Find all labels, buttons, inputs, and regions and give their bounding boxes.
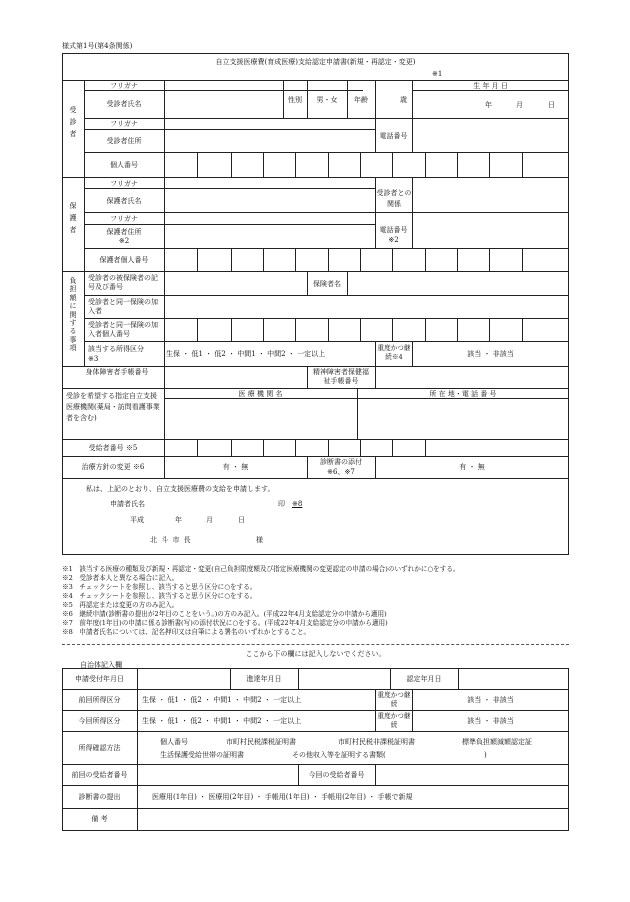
confirm-other-docs-close: ): [484, 751, 487, 759]
guardian-address-mark: ※2: [118, 237, 130, 245]
confirm-nontax-cert: 市町村民税非課税証明書: [338, 738, 415, 746]
treatment-plan-change-options[interactable]: 有 ・ 無: [222, 463, 249, 471]
note-3: ※3 チェックシートを参照し、該当すると思う区分に○をする。: [62, 583, 257, 591]
confirm-tax-cert: 市町村民税課税証明書: [226, 738, 296, 746]
confirm-mynumber: 個人番号: [160, 738, 188, 746]
note-4: ※4 チェックシートを参照し、該当すると思う区分に○をする。: [62, 592, 257, 600]
office-prev-income-options[interactable]: 生保 ・ 低1 ・ 低2 ・ 中間1 ・ 中間2 ・ 一定以上: [142, 696, 302, 704]
office-diag-submit-options[interactable]: 医療用(1年目) ・ 医療用(2年目) ・ 手帳用(1年目) ・ 手帳用(2年目) ・ 手帳で新規: [152, 793, 413, 801]
recipient-mynumber-label: 個人番号: [110, 161, 138, 169]
guardian-name-label: 保護者氏名: [106, 197, 142, 205]
mayor-title: 北 斗 市 長: [150, 536, 192, 544]
office-forwarded-label: 進達年月日: [246, 675, 282, 683]
office-cur-severe-label: 重度かつ継続: [377, 712, 411, 729]
recipient-furigana-label: フリガナ: [110, 82, 138, 90]
form-number: 様式第1号(第4条関係): [62, 42, 133, 50]
date-day-unit: 日: [238, 516, 245, 524]
office-prev-severe-options[interactable]: 該当 ・ 非該当: [467, 696, 514, 704]
declaration-text: 私は、上記のとおり、自立支援医療費の支給を申請します。: [86, 485, 275, 493]
date-month-unit: 月: [206, 516, 213, 524]
title-note-mark: ※1: [432, 70, 443, 78]
note-6: ※6 継続申請(診断書の提出が2年目のことをいう。)の方のみ記入。(平成22年4月支給認定分の申請から適用): [62, 610, 387, 618]
recipient-number-label: 受給者番号 ※5: [88, 444, 138, 452]
note-2: ※2 受診者本人と異なる場合に記入。: [62, 574, 179, 582]
same-insurance-mynumber-label: 受診者と同一保険の加入者個人番号: [88, 321, 158, 338]
facility-label: 受診を希望する指定自立支援医療機関(薬局・訪問看護事業者を含む): [66, 392, 160, 422]
confirm-reduced-cert: 標準負担額減額認定証: [462, 738, 532, 746]
confirm-welfare-cert: 生活保護受給世帯の証明書: [160, 751, 244, 759]
disability-book-label: 身体障害者手帳番号: [85, 368, 149, 376]
income-category-label: 該当する所得区分: [88, 345, 144, 353]
recipient-address-furigana: フリガナ: [110, 120, 138, 128]
seal-label: 印: [278, 500, 285, 508]
office-confirm-label: 所得確認方法: [78, 744, 121, 752]
office-prev-income-label: 前回所得区分: [78, 696, 121, 704]
seal-mark: ※8: [292, 500, 303, 508]
facility-name-header: 医 療 機 関 名: [238, 390, 283, 398]
birth-year-unit: 年: [485, 101, 492, 109]
severe-continuous-options[interactable]: 該当 ・ 非該当: [467, 350, 514, 358]
date-era: 平成: [130, 516, 144, 524]
guardian-group-label: 保護者: [69, 202, 77, 234]
diagnosis-attach-options[interactable]: 有 ・ 無: [459, 463, 485, 471]
recipient-address-label: 受診者住所: [106, 137, 142, 145]
office-cur-income-label: 今回所得区分: [78, 717, 121, 725]
birth-month-unit: 月: [516, 101, 523, 109]
birth-date-label: 生 年 月 日: [473, 82, 508, 90]
office-prev-severe-label: 重度かつ継続: [377, 691, 411, 708]
guardian-phone-mark: ※2: [388, 236, 399, 244]
office-section-title: 自治体記入欄: [80, 661, 122, 669]
cut-line: [62, 644, 569, 645]
age-label: 年齢: [354, 96, 368, 104]
age-unit: 歳: [400, 96, 407, 104]
guardian-address-furigana: フリガナ: [110, 215, 138, 223]
diagnosis-attach-marks: ※6、※7: [327, 468, 355, 476]
note-8: ※8 申請者氏名については、記名押印又は自筆による署名のいずれかとすること。: [62, 628, 311, 636]
note-1: ※1 該当する医療の種類及び新規・再認定・変更(自己負担限度額及び指定医療機関の変更認定の申請の場合)のいずれかに○をする。: [62, 565, 460, 573]
note-5: ※5 再認定または変更の方のみ記入。: [62, 601, 179, 609]
guardian-address-label: 保護者住所: [106, 228, 142, 236]
recipient-group-label: 受診者: [69, 106, 77, 138]
mayor-honorific: 様: [256, 536, 263, 544]
recipient-phone-label: 電話番号: [379, 132, 408, 140]
form-title: 自立支援医療費(育成医療)支給認定申請書(新規・再認定・変更): [215, 58, 416, 66]
birth-day-unit: 日: [548, 101, 555, 109]
office-prev-number-label: 前回の受給者番号: [71, 771, 128, 779]
office-cur-number-label: 今回の受給者番号: [308, 771, 365, 779]
date-year-unit: 年: [175, 516, 182, 524]
severe-continuous-label: 重度かつ継続※4: [377, 344, 411, 361]
guardian-phone-label: 電話番号: [379, 226, 408, 234]
sex-label: 性別: [288, 96, 302, 104]
office-frame: [62, 668, 569, 831]
same-insurance-label: 受診者と同一保険の加入者: [88, 298, 158, 315]
mental-book-label: 精神障害者保健福祉手帳番号: [313, 368, 369, 385]
note-7: ※7 前年度(1年目)の申請に係る診断書(写)の添付状況に○をする。(平成22年4月支給認定分の申請から適用): [62, 619, 388, 627]
cut-note: ここから下の欄には記入しないでください。: [245, 650, 386, 658]
office-certified-label: 認定年月日: [406, 675, 442, 683]
office-cur-income-options[interactable]: 生保 ・ 低1 ・ 低2 ・ 中間1 ・ 中間2 ・ 一定以上: [142, 717, 302, 725]
insurer-name-label: 保険者名: [313, 280, 341, 288]
sex-options[interactable]: 男・女: [316, 96, 338, 104]
diagnosis-attach-label: 診断書の添付: [320, 458, 362, 466]
office-received-label: 申請受付年月日: [75, 675, 124, 683]
office-remarks-label: 備 考: [91, 815, 108, 823]
guardian-furigana-label: フリガナ: [110, 180, 138, 188]
burden-group-label: 負担額に関する事項: [69, 277, 77, 353]
guardian-mynumber-label: 保護者個人番号: [99, 256, 149, 264]
facility-address-header: 所 在 地・電 話 番 号: [429, 390, 497, 398]
income-category-options[interactable]: 生保 ・ 低1 ・ 低2 ・ 中間1 ・ 中間2 ・ 一定以上: [166, 350, 326, 358]
insured-number-label: 受診者の被保険者の記号及び番号: [88, 274, 158, 291]
income-category-mark: ※3: [88, 355, 99, 363]
applicant-name-label: 申請者氏名: [110, 500, 145, 508]
treatment-plan-change-label: 治療方針の変更 ※6: [81, 463, 145, 471]
office-cur-severe-options[interactable]: 該当 ・ 非該当: [467, 717, 514, 725]
guardian-relation-label: 受診者との関係: [376, 189, 412, 208]
office-diag-submit-label: 診断書の提出: [78, 793, 121, 801]
confirm-other-docs: その他収入等を証明する書類(: [292, 751, 386, 759]
recipient-name-label: 受診者氏名: [106, 100, 142, 108]
